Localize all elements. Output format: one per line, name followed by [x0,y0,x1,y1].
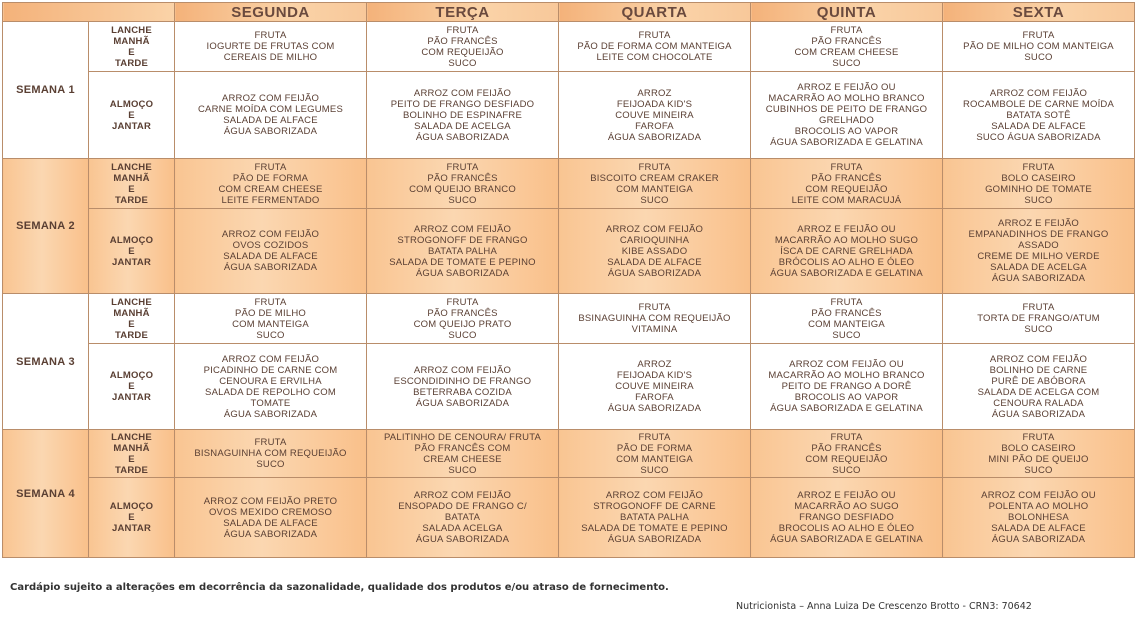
day-header-segunda: SEGUNDA [175,3,367,22]
menu-cell: FRUTA TORTA DE FRANGO/ATUM SUCO [943,294,1135,344]
menu-cell: FRUTA PÃO FRANCÊS COM MANTEIGA SUCO [751,294,943,344]
menu-cell: PALITINHO DE CENOURA/ FRUTA PÃO FRANCÊS COM CREAM CHEESE SUCO [367,430,559,478]
menu-cell: FRUTA PÃO FRANCÊS COM REQUEIJÃO SUCO [367,22,559,72]
menu-cell: FRUTA PÃO FRANCÊS COM QUEIJO PRATO SUCO [367,294,559,344]
week2-lanche-row [3,159,1135,209]
menu-cell: ARROZ COM FEIJÃO ROCAMBOLE DE CARNE MOÍDA BATATA SOTÊ SALADA DE ALFACE SUCO ÁGUA SABORIZADA [943,72,1135,159]
menu-cell: ARROZ FEIJOADA KID'S COUVE MINEIRA FAROFA ÁGUA SABORIZADA [559,72,751,159]
menu-cell: FRUTA BISCOITO CREAM CRAKER COM MANTEIGA SUCO [559,159,751,209]
menu-cell: ARROZ COM FEIJÃO CARNE MOÍDA COM LEGUMES SALADA DE ALFACE ÁGUA SABORIZADA [175,72,367,159]
menu-cell: ARROZ COM FEIJÃO ENSOPADO DE FRANGO C/ BATATA SALADA ACELGA ÁGUA SABORIZADA [367,478,559,558]
day-header-sexta: SEXTA [943,3,1135,22]
menu-cell: FRUTA BSINAGUINHA COM REQUEIJÃO VITAMINA [559,294,751,344]
menu-cell: ARROZ COM FEIJÃO STROGONOFF DE FRANGO BATATA PALHA SALADA DE TOMATE E PEPINO ÁGUA SABORIZADA [367,209,559,294]
menu-cell: FRUTA BISNAGUINHA COM REQUEIJÃO SUCO [175,430,367,478]
menu-cell: ARROZ COM FEIJÃO BOLINHO DE CARNE PURÊ DE ABÓBORA SALADA DE ACELGA COM CENOURA RALADA ÁGUA SABORIZADA [943,344,1135,430]
menu-cell: ARROZ COM FEIJÃO PICADINHO DE CARNE COM CENOURA E ERVILHA SALADA DE REPOLHO COM TOMATE ÁGUA SABORIZADA [175,344,367,430]
menu-cell: FRUTA PÃO FRANCÊS COM CREAM CHEESE SUCO [751,22,943,72]
week-label: SEMANA 3 [3,294,89,430]
menu-cell: ARROZ FEIJOADA KID'S COUVE MINEIRA FAROFA ÁGUA SABORIZADA [559,344,751,430]
menu-cell: ARROZ COM FEIJÃO CARIOQUINHA KIBE ASSADO SALADA DE ALFACE ÁGUA SABORIZADA [559,209,751,294]
meal-label-lanche: LANCHE MANHÃ E TARDE [89,22,175,72]
week3-almoco-row [3,344,1135,430]
meal-label-lanche: LANCHE MANHÃ E TARDE [89,294,175,344]
menu-cell: FRUTA PÃO FRANCÊS COM REQUEIJÃO LEITE COM MARACUJÁ [751,159,943,209]
menu-cell: FRUTA PÃO FRANCÊS COM REQUEIJÃO SUCO [751,430,943,478]
week1-lanche-row [3,22,1135,72]
menu-cell: ARROZ COM FEIJÃO OVOS COZIDOS SALADA DE ALFACE ÁGUA SABORIZADA [175,209,367,294]
menu-cell: FRUTA IOGURTE DE FRUTAS COM CEREAIS DE MILHO [175,22,367,72]
menu-cell: ARROZ E FEIJÃO OU MACARRÃO AO SUGO FRANGO DESFIADO BROCOLIS AO ALHO E ÓLEO ÁGUA SABORIZADA E GELATINA [751,478,943,558]
menu-cell: ARROZ E FEIJÃO EMPANADINHOS DE FRANGO ASSADO CREME DE MILHO VERDE SALADA DE ACELGA ÁGUA SABORIZADA [943,209,1135,294]
meal-label-almoco: ALMOÇO E JANTAR [89,72,175,159]
menu-cell: ARROZ COM FEIJÃO OU MACARRÃO AO MOLHO BRANCO PEITO DE FRANGO A DORÊ BROCOLIS AO VAPOR ÁGUA SABORIZADA E GELATINA [751,344,943,430]
week4-lanche-row [3,430,1135,478]
menu-cell: FRUTA BOLO CASEIRO MINI PÃO DE QUEIJO SUCO [943,430,1135,478]
week1-almoco-row [3,72,1135,159]
day-header-quarta: QUARTA [559,3,751,22]
week4-almoco-row [3,478,1135,558]
menu-cell: ARROZ COM FEIJÃO OU POLENTA AO MOLHO BOLONHESA SALADA DE ALFACE ÁGUA SABORIZADA [943,478,1135,558]
menu-cell: FRUTA PÃO DE FORMA COM MANTEIGA LEITE COM CHOCOLATE [559,22,751,72]
menu-cell: ARROZ E FEIJÃO OU MACARRÃO AO MOLHO BRANCO CUBINHOS DE PEITO DE FRANGO GRELHADO BROCOLIS AO VAPOR ÁGUA SABORIZADA E GELATINA [751,72,943,159]
day-header-quinta: QUINTA [751,3,943,22]
week2-almoco-row [3,209,1135,294]
nutritionist-signature: Nutricionista – Anna Luiza De Crescenzo Brotto - CRN3: 70642 [736,601,1032,612]
menu-table [2,2,1135,558]
menu-cell: FRUTA PÃO DE FORMA COM MANTEIGA SUCO [559,430,751,478]
meal-label-lanche: LANCHE MANHÃ E TARDE [89,430,175,478]
menu-cell: FRUTA PÃO DE MILHO COM MANTEIGA SUCO [175,294,367,344]
menu-cell: ARROZ COM FEIJÃO ESCONDIDINHO DE FRANGO BETERRABA COZIDA ÁGUA SABORIZADA [367,344,559,430]
menu-cell: FRUTA PÃO DE FORMA COM CREAM CHEESE LEITE FERMENTADO [175,159,367,209]
menu-cell: ARROZ COM FEIJÃO PEITO DE FRANGO DESFIADO BOLINHO DE ESPINAFRE SALADA DE ACELGA ÁGUA SABORIZADA [367,72,559,159]
disclaimer-note: Cardápio sujeito a alterações em decorrência da sazonalidade, qualidade dos produtos e/ou atraso de fornecimento. [10,582,669,593]
meal-label-almoco: ALMOÇO E JANTAR [89,478,175,558]
menu-cell: ARROZ COM FEIJÃO PRETO OVOS MEXIDO CREMOSO SALADA DE ALFACE ÁGUA SABORIZADA [175,478,367,558]
menu-cell: FRUTA PÃO FRANCÊS COM QUEIJO BRANCO SUCO [367,159,559,209]
meal-label-almoco: ALMOÇO E JANTAR [89,344,175,430]
menu-cell: ARROZ E FEIJÃO OU MACARRÃO AO MOLHO SUGO ÍSCA DE CARNE GRELHADA BRÓCOLIS AO ALHO E ÓLEO ÁGUA SABORIZADA E GELATINA [751,209,943,294]
header-row [3,3,1135,22]
week-label: SEMANA 1 [3,22,89,159]
menu-cell: FRUTA BOLO CASEIRO GOMINHO DE TOMATE SUCO [943,159,1135,209]
day-header-terca: TERÇA [367,3,559,22]
week-label: SEMANA 4 [3,430,89,558]
menu-cell: ARROZ COM FEIJÃO STROGONOFF DE CARNE BATATA PALHA SALADA DE TOMATE E PEPINO ÁGUA SABORIZADA [559,478,751,558]
week-label: SEMANA 2 [3,159,89,294]
meal-label-lanche: LANCHE MANHÃ E TARDE [89,159,175,209]
meal-label-almoco: ALMOÇO E JANTAR [89,209,175,294]
menu-cell: FRUTA PÃO DE MILHO COM MANTEIGA SUCO [943,22,1135,72]
week3-lanche-row [3,294,1135,344]
corner-cell [3,3,175,22]
